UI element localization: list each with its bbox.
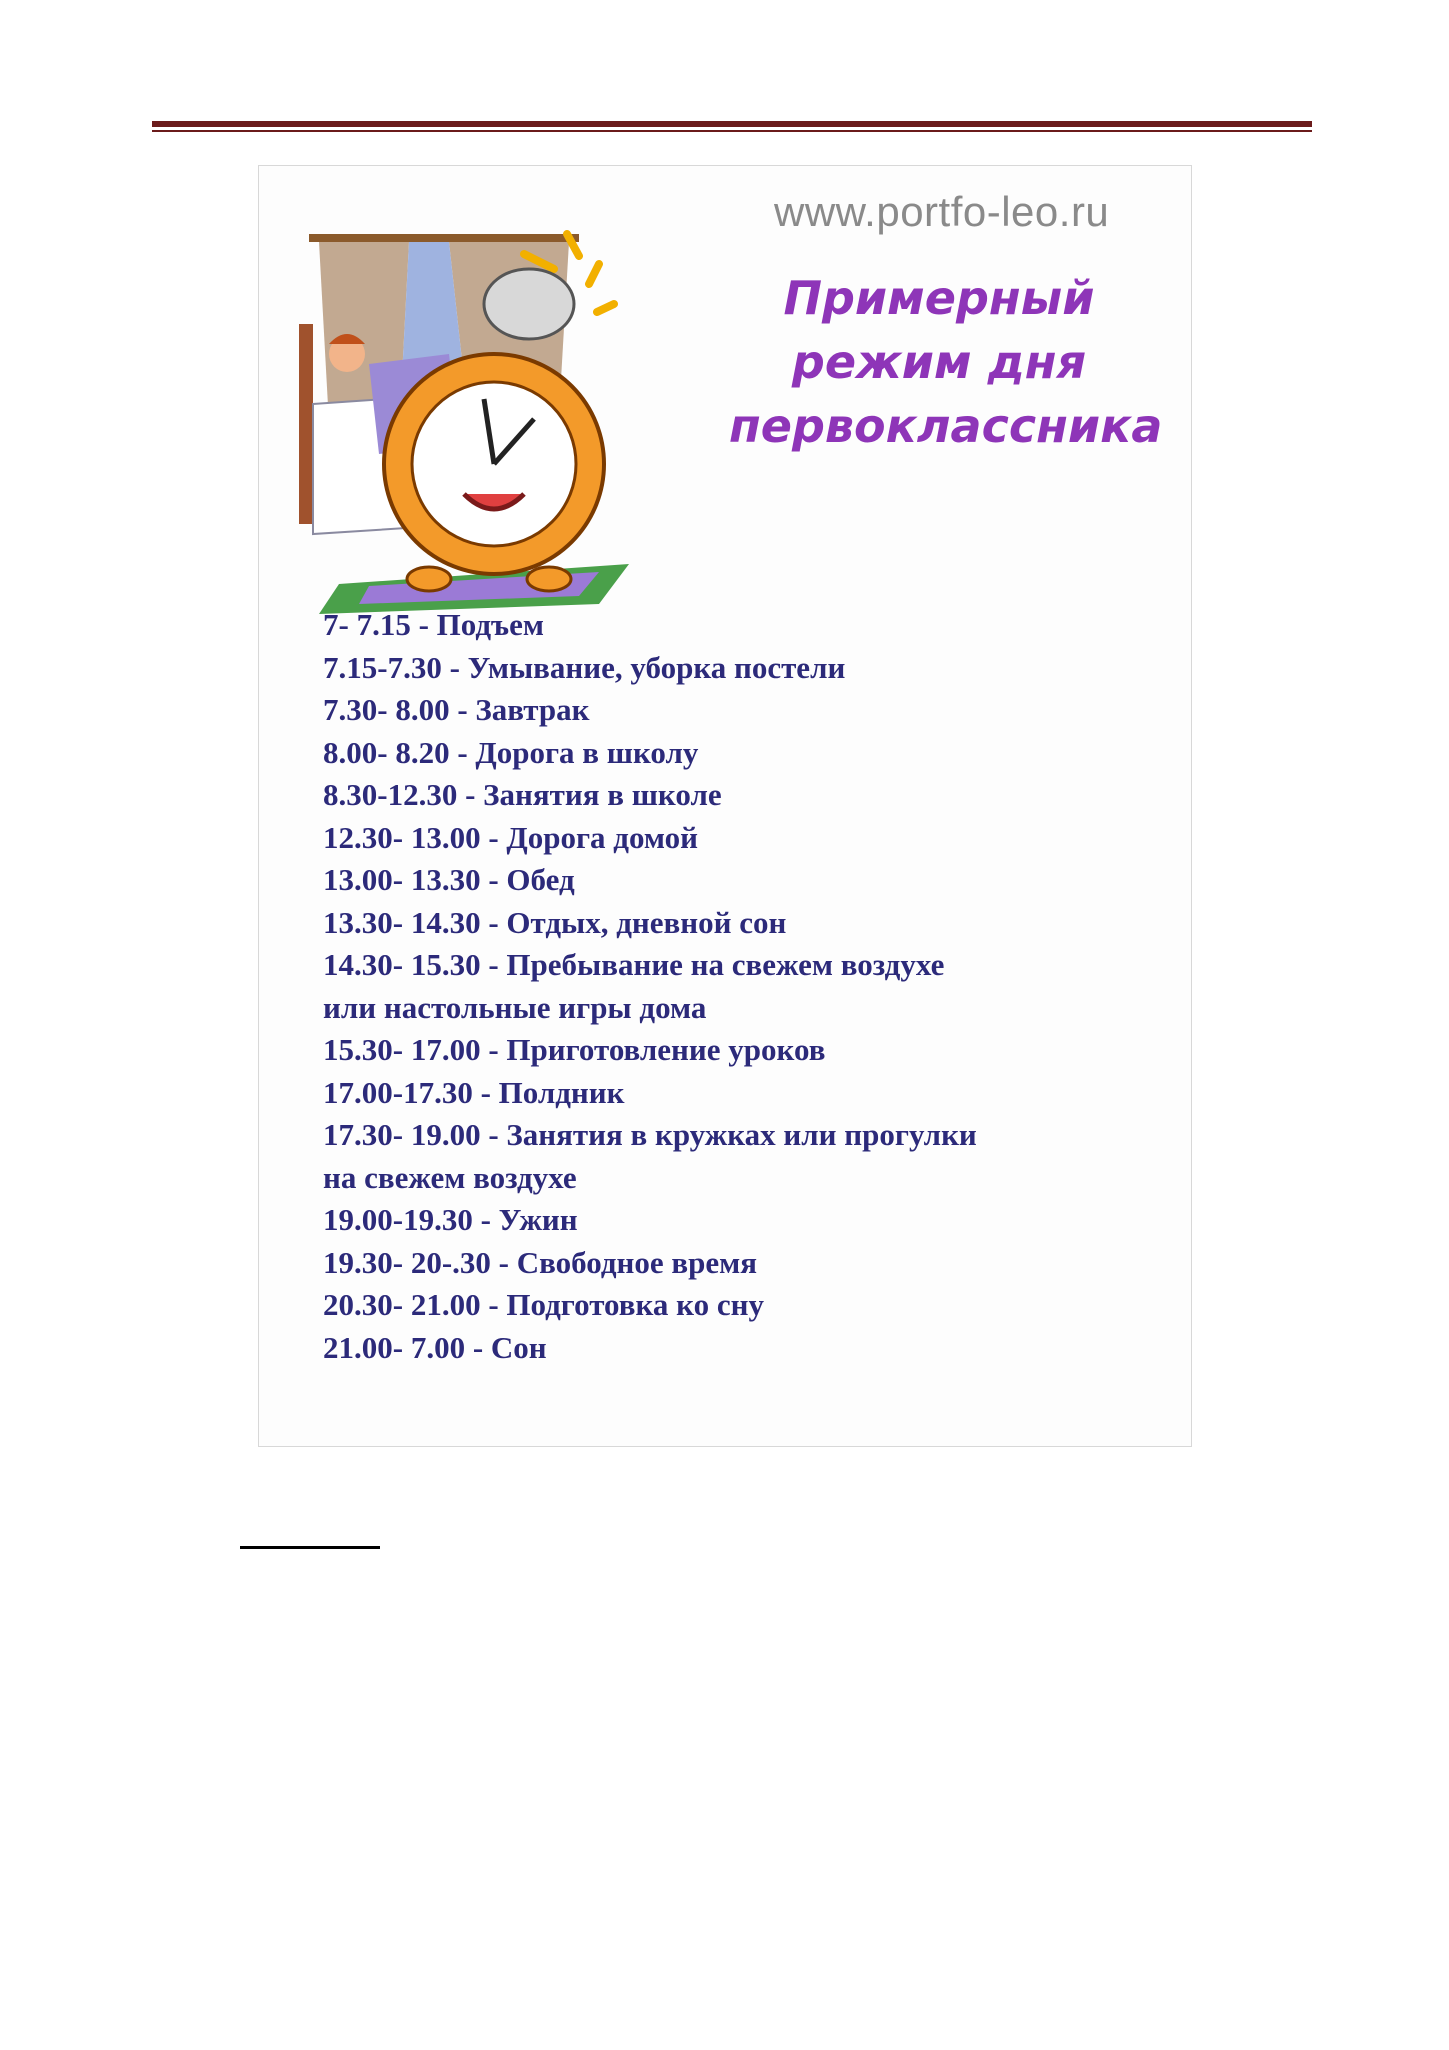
schedule-line: 13.30- 14.30 - Отдых, дневной сон <box>323 904 787 940</box>
schedule-line: 13.00- 13.30 - Обед <box>323 862 575 897</box>
schedule-line: 7.15-7.30 - Умывание, уборка постели <box>323 649 846 685</box>
footer-underline <box>240 1546 380 1549</box>
website-url: www.portfo-leo.ru <box>774 188 1110 235</box>
schedule-line: 7.30- 8.00 - Завтрак <box>323 692 590 727</box>
schedule-line: на свежем воздухе <box>323 1159 577 1195</box>
alarm-bell-icon <box>484 269 574 339</box>
title-line-3: первоклассника <box>729 399 1163 453</box>
title-line-1: Примерный <box>783 271 1095 325</box>
schedule-line: 15.30- 17.00 - Приготовление уроков <box>323 1032 826 1067</box>
header-rule-thin <box>152 130 1312 132</box>
header-rule-thick <box>152 121 1312 127</box>
schedule-line: 17.30- 19.00 - Занятия в кружках или прогулки <box>323 1117 977 1152</box>
curtain-rod-icon <box>309 234 579 242</box>
schedule-line: 21.00- 7.00 - Сон <box>323 1329 547 1365</box>
schedule-poster <box>258 165 1192 1447</box>
schedule-line: 20.30- 21.00 - Подготовка ко сну <box>323 1287 764 1322</box>
daily-schedule-list <box>323 604 1143 1369</box>
alarm-clock-bed-illustration <box>299 194 699 614</box>
schedule-line: 8.30-12.30 - Занятия в школе <box>323 777 722 812</box>
poster-title <box>729 266 1163 458</box>
bed-post-icon <box>299 324 313 524</box>
schedule-line: или настольные игры дома <box>323 989 707 1025</box>
schedule-line: 8.00- 8.20 - Дорога в школу <box>323 734 699 770</box>
schedule-line: 17.00-17.30 - Полдник <box>323 1074 625 1110</box>
schedule-line: 12.30- 13.00 - Дорога домой <box>323 819 698 855</box>
schedule-line: 7- 7.15 - Подъем <box>323 607 544 642</box>
schedule-line: 14.30- 15.30 - Пребывание на свежем воздухе <box>323 947 945 982</box>
schedule-line: 19.30- 20-.30 - Свободное время <box>323 1244 758 1280</box>
schedule-line: 19.00-19.30 - Ужин <box>323 1202 578 1237</box>
title-line-2: режим дня <box>791 335 1087 389</box>
